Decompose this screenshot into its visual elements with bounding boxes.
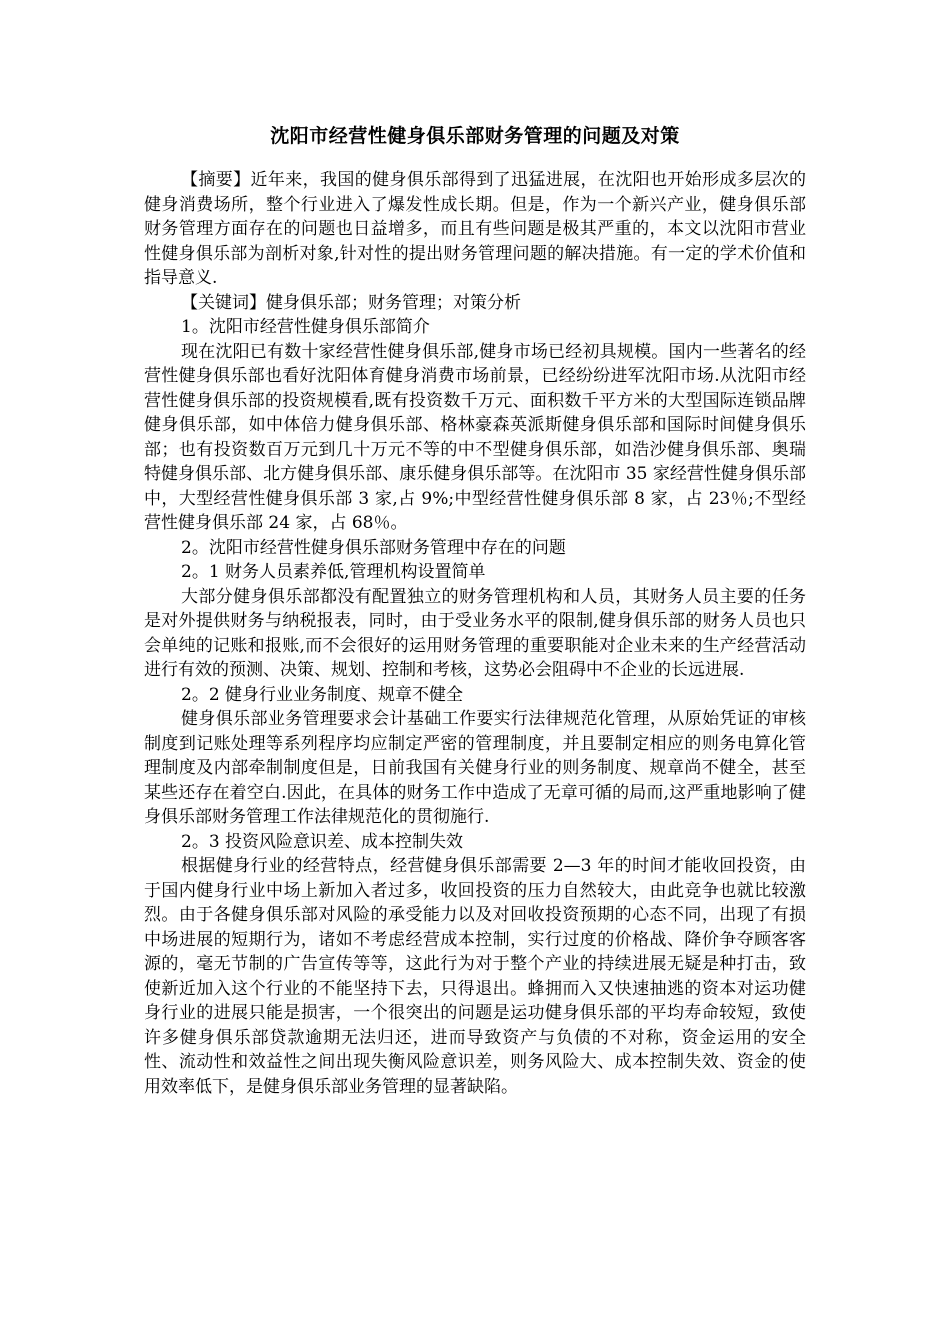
subsection-heading-2-3: 2。3 投资风险意识差、成本控制失效	[181, 831, 464, 852]
abstract-paragraph: 【摘要】近年来，我国的健身俱乐部得到了迅猛进展，在沈阳也开始形成多层次的健身消费场所，整个行业进入了爆发性成长期。但是，作为一个新兴产业，健身俱乐部财务管理方面存在的问题也日益增多，而且有些问题是极其严重的，本文以沈阳市营业性健身俱乐部为剖析对象,针对性的提出财务管理问题的解决措施。有一定的学术价值和指导意义.	[144, 170, 806, 288]
subsection-heading-2-1: 2。1 财务人员素养低,管理机构设置简单	[181, 562, 486, 582]
keywords-paragraph: 【关键词】健身俱乐部；财务管理；对策分析	[181, 292, 521, 313]
subsection-heading-2-2: 2。2 健身行业业务制度、规章不健全	[181, 684, 464, 705]
body-paragraph: 现在沈阳已有数十家经营性健身俱乐部,健身市场已经初具规模。国内一些著名的经营性健身俱乐部也看好沈阳体育健身消费市场前景，已经纷纷进军沈阳市场.从沈阳市经营性健身俱乐部的投资规模看,既有投资数千万元、面积数千平方米的大型国际连锁品牌健身俱乐部，如中体倍力健身俱乐部、格林豪森英派斯健身俱乐部和国际时间健身俱乐部；也有投资数百万元到几十万元不等的中不型健身俱乐部，如浩沙健身俱乐部、奥瑞特健身俱乐部、北方健身俱乐部、康乐健身俱乐部等。在沈阳市 35 家经营性健身俱乐部中，大型经营性健身俱乐部 3 家,占 9%;中型经营性健身俱乐部 8 家，占 23％;不型经营性健身俱乐部 24 家，占 68％。	[144, 341, 806, 533]
section-heading-1: 1。沈阳市经营性健身俱乐部简介	[181, 317, 430, 337]
body-paragraph: 健身俱乐部业务管理要求会计基础工作要实行法律规范化管理，从原始凭证的审核制度到记账处理等系列程序均应制定严密的管理制度，并且要制定相应的则务电算化管理制度及内部牵制制度但是，日前我国有关健身行业的则务制度、规章尚不健全，甚至某些还存在着空白.因此，在具体的财务工作中造成了无章可循的局而,这严重地影响了健身俱乐部财务管理工作法律规范化的贯彻施行.	[144, 709, 806, 827]
body-paragraph: 根据健身行业的经营特点，经营健身俱乐部需要 2—3 年的时间才能收回投资，由于国内健身行业中场上新加入者过多，收回投资的压力自然较大，由此竞争也就比较激烈。由于各健身俱乐部对风险的承受能力以及对回收投资预期的心态不同，出现了有损中场进展的短期行为，诸如不考虑经营成本控制，实行过度的价格战、降价争夺顾客客源的，毫无节制的广告宣传等等，这此行为对于整个产业的持续进展无疑是种打击，致使新近加入这个行业的不能坚持下去，只得退出。蜂拥而入又快速抽逃的资本对运功健身行业的进展只能是损害，一个很突出的问题是运功健身俱乐部的平均寿命较短，致使许多健身俱乐部贷款逾期无法归还，进而导致资产与负债的不对称，资金运用的安全性、流动性和效益性之间出现失衡风险意识差，则务风险大、成本控制失效、资金的使用效率低下，是健身俱乐部业务管理的显著缺陷。	[144, 856, 806, 1097]
body-paragraph: 大部分健身俱乐部都没有配置独立的财务管理机构和人员，其财务人员主要的任务是对外提供财务与纳税报表，同时，由于受业务水平的限制,健身俱乐部的财务人员也只会单纯的记账和报账,而不会很好的运用财务管理的重要职能对企业未来的生产经营活动进行有效的预测、决策、规划、控制和考核，这势必会阻碍中不企业的长远进展.	[144, 586, 806, 680]
document-title: 沈阳市经营性健身俱乐部财务管理的问题及对策	[270, 125, 680, 147]
document-page	[144, 122, 806, 1099]
section-heading-2: 2。沈阳市经营性健身俱乐部财务管理中存在的问题	[181, 537, 566, 558]
